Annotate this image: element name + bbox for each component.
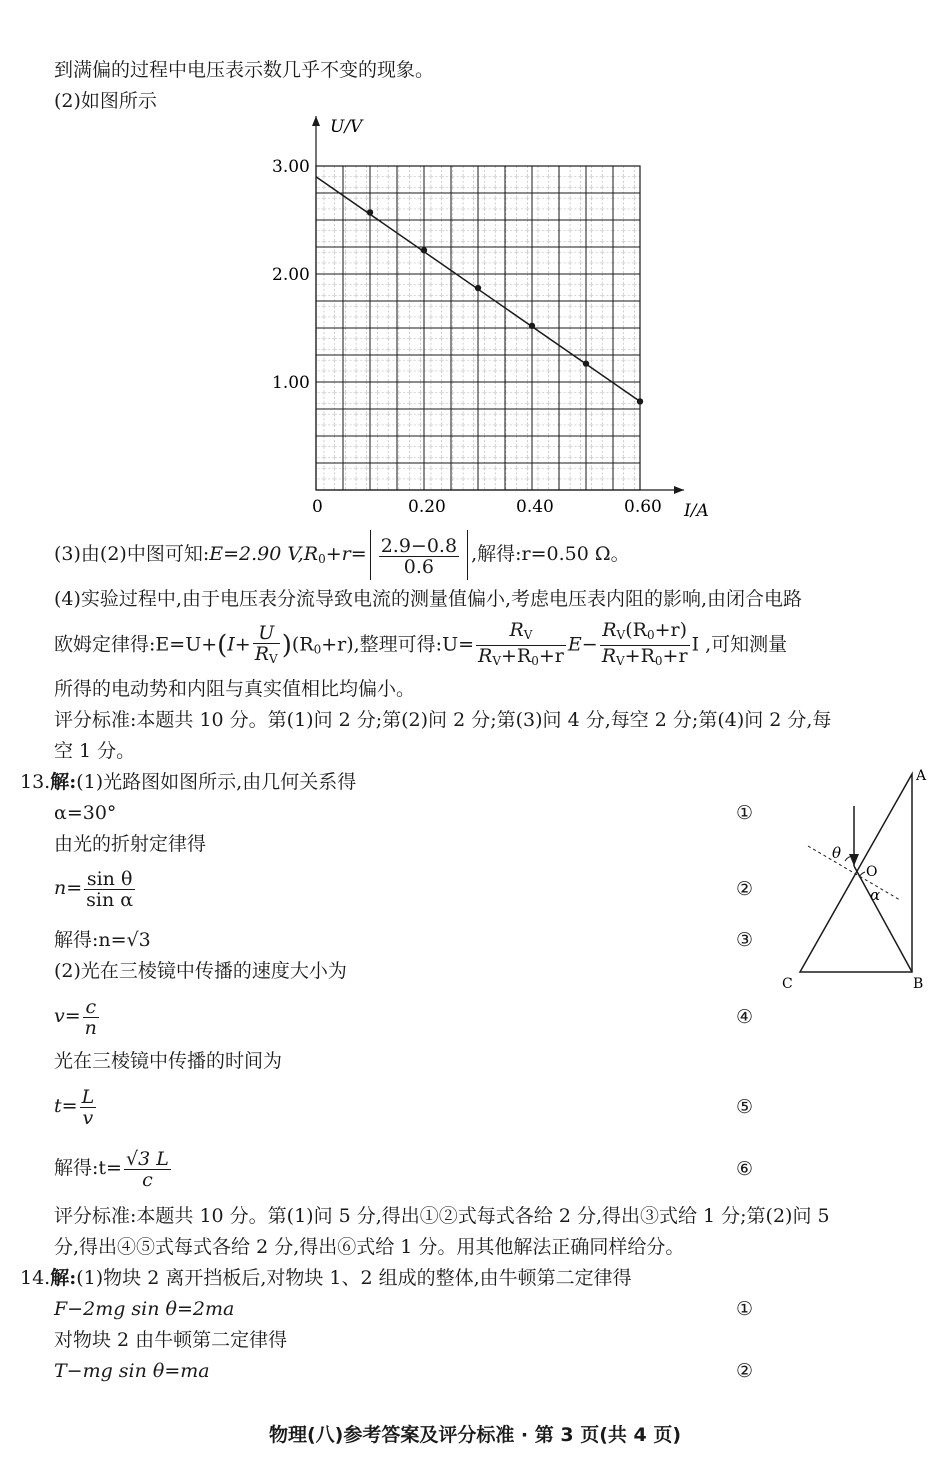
label-A: A — [916, 768, 927, 784]
q13-eq1: α=30° — [54, 802, 117, 824]
sub-v: V — [523, 628, 533, 642]
label-alpha: α — [870, 886, 881, 904]
part4-line3: 所得的电动势和内阻与真实值相比均偏小。 — [54, 678, 416, 700]
eq5-den: v — [82, 1106, 94, 1129]
q14-eq2: T−mg sin θ=ma — [54, 1360, 210, 1382]
q13-number: 13. — [20, 771, 51, 793]
part3-result: ,解得:r=0.50 Ω。 — [471, 543, 630, 565]
part4-text-b: (R — [291, 633, 314, 656]
y-axis-label: U/V — [330, 117, 363, 137]
x-axis-label: I/A — [684, 501, 709, 521]
sub-0: 0 — [646, 628, 655, 642]
sub-v: V — [616, 628, 626, 642]
sub-0: 0 — [654, 654, 663, 668]
q13-eq2 — [54, 864, 137, 912]
sub-0: 0 — [531, 654, 539, 668]
q13-line1: (1)光路图如图所示,由几何关系得 — [76, 771, 357, 793]
x-tick-label: 0.60 — [624, 497, 662, 517]
frac3-num: R — [602, 619, 617, 641]
eq4-lhs: v= — [54, 1005, 81, 1027]
circled-5: ⑤ — [736, 1096, 754, 1118]
label-B: B — [913, 976, 924, 992]
part4-text-c: +r),整理可得:U= — [321, 633, 475, 656]
frac2-den-tail: +R — [501, 645, 532, 667]
q13-eq5 — [54, 1082, 98, 1130]
label-theta: θ — [832, 844, 842, 862]
frac3-num-tail2: +r) — [654, 619, 687, 641]
data-point — [529, 323, 535, 329]
data-point — [475, 285, 481, 291]
data-point — [637, 398, 643, 404]
sub-v: V — [269, 651, 278, 666]
eq4-den: n — [84, 1016, 97, 1039]
part4-line1: (4)实验过程中,由于电压表分流导致电流的测量值偏小,考虑电压表内阻的影响,由闭合电路 — [54, 588, 803, 610]
score-line: 空 1 分。 — [54, 740, 136, 762]
x-axis-arrow-icon — [674, 486, 684, 494]
q14-line1: (1)物块 2 离开挡板后,对物块 1、2 组成的整体,由牛顿第二定律得 — [76, 1267, 632, 1289]
circled-4: ④ — [736, 1006, 754, 1028]
eq4-num: c — [83, 997, 99, 1018]
q14-jie: 解: — [50, 1267, 77, 1289]
frac2-num: R — [509, 619, 524, 641]
circled-2: ② — [736, 878, 754, 900]
eq6-lhs: 解得:t= — [54, 1157, 122, 1179]
page-footer: 物理(八)参考答案及评分标准 · 第 3 页(共 4 页) — [268, 1424, 682, 1446]
circled-6: ⑥ — [736, 1158, 754, 1180]
q13-line2: 由光的折射定律得 — [54, 833, 207, 855]
y-axis-arrow-icon — [312, 116, 320, 126]
score-line: 评分标准:本题共 10 分。第(1)问 5 分,得出①②式每式各给 2 分,得出③式给 1 分;第(2)问 5 — [54, 1205, 830, 1227]
frac-den: 0.6 — [403, 555, 434, 578]
eq5-lhs: t= — [54, 1095, 78, 1117]
label-O: O — [866, 864, 878, 880]
eq5-num: L — [81, 1085, 95, 1108]
prism-diagram — [780, 766, 930, 996]
data-point — [421, 247, 427, 253]
y-tick-label: 1.00 — [272, 373, 310, 393]
y-tick-label: 2.00 — [272, 265, 310, 285]
eq2-den: sin α — [86, 888, 134, 911]
q14-header — [20, 1265, 632, 1291]
sub-0: 0 — [313, 642, 322, 657]
part4-text-d: E− — [567, 633, 598, 656]
frac3-den-tail2: +r — [662, 645, 688, 667]
frac-rv: R — [254, 642, 270, 665]
q14-number: 14. — [20, 1267, 51, 1289]
part3-line — [54, 530, 630, 582]
q13-jie: 解: — [50, 771, 77, 793]
circled-1: ① — [736, 802, 754, 824]
eq2-num: sin θ — [84, 869, 135, 890]
part3-plus-r: +r= — [325, 543, 367, 565]
frac-u: U — [258, 621, 275, 644]
q13-line4: 光在三棱镜中传播的时间为 — [54, 1050, 283, 1072]
sub-v: V — [616, 654, 625, 668]
y-tick-label: 3.00 — [272, 157, 310, 177]
part4-text-a: 欧姆定律得:E=U+ — [54, 633, 218, 656]
text-line: 到满偏的过程中电压表示数几乎不变的现象。 — [54, 59, 435, 81]
part3-prefix: (3)由(2)中图可知: — [54, 543, 210, 565]
sub-0: 0 — [318, 552, 326, 566]
abs-fraction — [370, 530, 468, 580]
q13-eq4 — [54, 992, 101, 1040]
frac3-den-tail: +R — [624, 645, 655, 667]
eq2-lhs: n= — [54, 877, 83, 899]
circled-3: ③ — [736, 929, 754, 951]
refracted-ray — [854, 866, 912, 972]
q14-eq1: F−2mg sin θ=2ma — [54, 1298, 235, 1320]
q13-eq6 — [54, 1144, 173, 1192]
q13-header — [20, 769, 356, 795]
label-C: C — [782, 976, 793, 992]
data-point — [367, 209, 373, 215]
q13-eq3: 解得:n=√3 — [54, 929, 151, 951]
text-line: (2)如图所示 — [54, 90, 157, 112]
frac3-num-tail: (R — [625, 619, 647, 641]
frac2-den-tail2: +r — [538, 645, 564, 667]
circled-2: ② — [736, 1360, 754, 1382]
part4-line2: 欧姆定律得:E=U+(I+ $\frac{U}{R_V}$ )$(R_0+r)$,整理可得:U= $\frac{R_V}{R_V+R_0+r}$ E− $\frac{R_V(R_0+r)}{R_V+R_0+r}$ I ,可知测量 — [54, 619, 788, 668]
alpha-arc — [859, 872, 865, 877]
sub-v: V — [492, 654, 501, 668]
circled-1: ① — [736, 1298, 754, 1320]
frac-num: 2.9−0.8 — [380, 534, 458, 557]
x-tick-label: 0 — [312, 497, 323, 517]
q13-line3: (2)光在三棱镜中传播的速度大小为 — [54, 960, 347, 982]
part4-text-e: I ,可知测量 — [691, 633, 788, 656]
score-line: 评分标准:本题共 10 分。第(1)问 2 分;第(2)问 2 分;第(3)问 4 分,每空 2 分;第(4)问 2 分,每 — [54, 709, 832, 731]
eq6-den: c — [142, 1168, 153, 1191]
q14-line2: 对物块 2 由牛顿第二定律得 — [54, 1329, 288, 1351]
score-line: 分,得出④⑤式每式各给 2 分,得出⑥式给 1 分。用其他解法正确同样给分。 — [54, 1236, 685, 1258]
eq6-num: √3 L — [125, 1147, 169, 1170]
data-point — [583, 360, 589, 366]
x-tick-label: 0.40 — [516, 497, 554, 517]
x-tick-label: 0.20 — [408, 497, 446, 517]
frac3-den: R — [601, 645, 616, 667]
u-i-chart — [260, 112, 740, 522]
frac2-den: R — [478, 645, 493, 667]
part3-E: E=2.90 V,R — [209, 543, 319, 565]
